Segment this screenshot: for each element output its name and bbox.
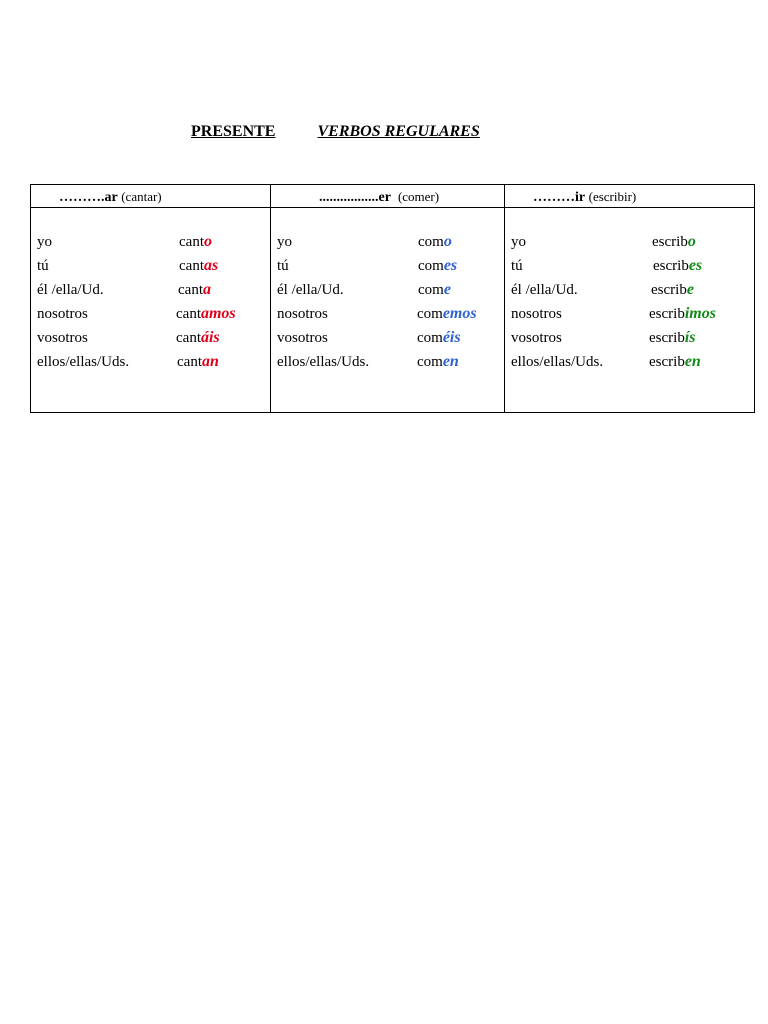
pronoun: vosotros bbox=[277, 330, 328, 346]
conjugation-row bbox=[271, 328, 504, 352]
verb-form bbox=[418, 256, 457, 276]
conjugation-row bbox=[31, 304, 270, 328]
conjugation-row bbox=[271, 304, 504, 328]
verb-stem: com bbox=[418, 234, 444, 250]
verb-form bbox=[652, 232, 696, 252]
verb-ending: éis bbox=[442, 329, 461, 346]
title-verbos-regulares: VERBOS REGULARES bbox=[317, 123, 480, 140]
verb-stem: com bbox=[417, 330, 443, 346]
verb-ending: an bbox=[201, 353, 219, 370]
verb-ending: amos bbox=[200, 305, 236, 322]
verb-stem: escrib bbox=[653, 258, 689, 274]
pronoun: ellos/ellas/Uds. bbox=[277, 354, 370, 370]
ar-column bbox=[31, 185, 271, 412]
conjugation-row bbox=[31, 352, 270, 376]
conjugation-row bbox=[31, 328, 270, 352]
pronoun: yo bbox=[511, 234, 526, 250]
verb-ending: as bbox=[203, 257, 219, 274]
pronoun: nosotros bbox=[37, 306, 88, 322]
conjugation-row bbox=[271, 256, 504, 280]
verb-stem: cant bbox=[179, 258, 204, 274]
conjugation-row bbox=[505, 232, 754, 256]
verb-stem: escrib bbox=[649, 354, 685, 370]
pronoun: vosotros bbox=[511, 330, 562, 346]
header-dots: ................. bbox=[319, 190, 379, 205]
header-suffix: ar bbox=[104, 190, 118, 205]
verb-stem: cant bbox=[177, 354, 202, 370]
pronoun: nosotros bbox=[511, 306, 562, 322]
ar-rows bbox=[31, 232, 270, 376]
pronoun: vosotros bbox=[37, 330, 88, 346]
conjugation-row bbox=[505, 352, 754, 376]
verb-form bbox=[417, 328, 461, 348]
pronoun: tú bbox=[511, 258, 523, 274]
verb-ending: o bbox=[443, 233, 452, 250]
verb-stem: escrib bbox=[649, 306, 685, 322]
verb-ending: ís bbox=[684, 329, 696, 346]
conjugation-row bbox=[31, 280, 270, 304]
verb-ending: áis bbox=[200, 329, 220, 346]
verb-stem: cant bbox=[176, 330, 201, 346]
pronoun: yo bbox=[277, 234, 292, 250]
ar-column-header bbox=[31, 185, 270, 208]
pronoun: él /ella/Ud. bbox=[277, 282, 344, 298]
verb-ending: es bbox=[443, 257, 458, 274]
er-column bbox=[271, 185, 505, 412]
verb-form bbox=[417, 304, 477, 324]
conjugation-row bbox=[271, 280, 504, 304]
ir-column bbox=[505, 185, 754, 412]
verb-ending: en bbox=[442, 353, 459, 370]
verb-ending: e bbox=[443, 281, 451, 298]
pronoun: tú bbox=[277, 258, 289, 274]
verb-ending: o bbox=[203, 233, 212, 250]
verb-form bbox=[649, 352, 701, 372]
pronoun: nosotros bbox=[277, 306, 328, 322]
verb-stem: cant bbox=[176, 306, 201, 322]
pronoun: ellos/ellas/Uds. bbox=[37, 354, 130, 370]
verb-form bbox=[418, 280, 451, 300]
verb-stem: escrib bbox=[651, 282, 687, 298]
pronoun: yo bbox=[37, 234, 52, 250]
ir-rows bbox=[505, 232, 754, 376]
verb-form bbox=[651, 280, 694, 300]
title-presente: PRESENTE bbox=[191, 123, 276, 140]
verb-stem: com bbox=[418, 258, 444, 274]
header-suffix: er bbox=[378, 190, 391, 205]
page-title bbox=[191, 123, 480, 141]
conjugation-row bbox=[505, 280, 754, 304]
er-rows bbox=[271, 232, 504, 376]
verb-stem: cant bbox=[179, 234, 204, 250]
header-dots: ………. bbox=[59, 190, 105, 205]
conjugation-row bbox=[271, 232, 504, 256]
verb-form bbox=[417, 352, 459, 372]
header-infinitive: (comer) bbox=[397, 189, 440, 204]
pronoun: él /ella/Ud. bbox=[37, 282, 104, 298]
verb-stem: escrib bbox=[649, 330, 685, 346]
conjugation-table bbox=[30, 184, 755, 413]
verb-ending: o bbox=[687, 233, 696, 250]
verb-stem: cant bbox=[178, 282, 203, 298]
conjugation-row bbox=[271, 352, 504, 376]
verb-form bbox=[178, 280, 211, 300]
verb-stem: com bbox=[417, 306, 443, 322]
verb-form bbox=[176, 304, 236, 324]
verb-form bbox=[649, 328, 696, 348]
header-infinitive: (cantar) bbox=[121, 189, 162, 204]
verb-ending: en bbox=[684, 353, 701, 370]
header-dots: ……… bbox=[533, 190, 575, 205]
pronoun: ellos/ellas/Uds. bbox=[511, 354, 604, 370]
verb-ending: es bbox=[688, 257, 703, 274]
verb-form bbox=[653, 256, 702, 276]
verb-ending: imos bbox=[684, 305, 716, 322]
verb-ending: a bbox=[202, 281, 211, 298]
conjugation-row bbox=[505, 328, 754, 352]
verb-form bbox=[179, 256, 218, 276]
header-suffix: ir bbox=[575, 190, 586, 205]
verb-ending: e bbox=[686, 281, 694, 298]
conjugation-row bbox=[505, 256, 754, 280]
verb-form bbox=[649, 304, 716, 324]
header-infinitive: (escribir) bbox=[588, 189, 637, 204]
verb-stem: com bbox=[418, 282, 444, 298]
ir-column-header bbox=[505, 185, 754, 208]
conjugation-row bbox=[31, 232, 270, 256]
pronoun: tú bbox=[37, 258, 49, 274]
verb-stem: escrib bbox=[652, 234, 688, 250]
verb-stem: com bbox=[417, 354, 443, 370]
verb-form bbox=[176, 328, 220, 348]
pronoun: él /ella/Ud. bbox=[511, 282, 578, 298]
verb-ending: emos bbox=[442, 305, 477, 322]
conjugation-row bbox=[31, 256, 270, 280]
er-column-header bbox=[271, 185, 504, 208]
verb-form bbox=[418, 232, 452, 252]
verb-form bbox=[179, 232, 212, 252]
conjugation-row bbox=[505, 304, 754, 328]
verb-form bbox=[177, 352, 219, 372]
